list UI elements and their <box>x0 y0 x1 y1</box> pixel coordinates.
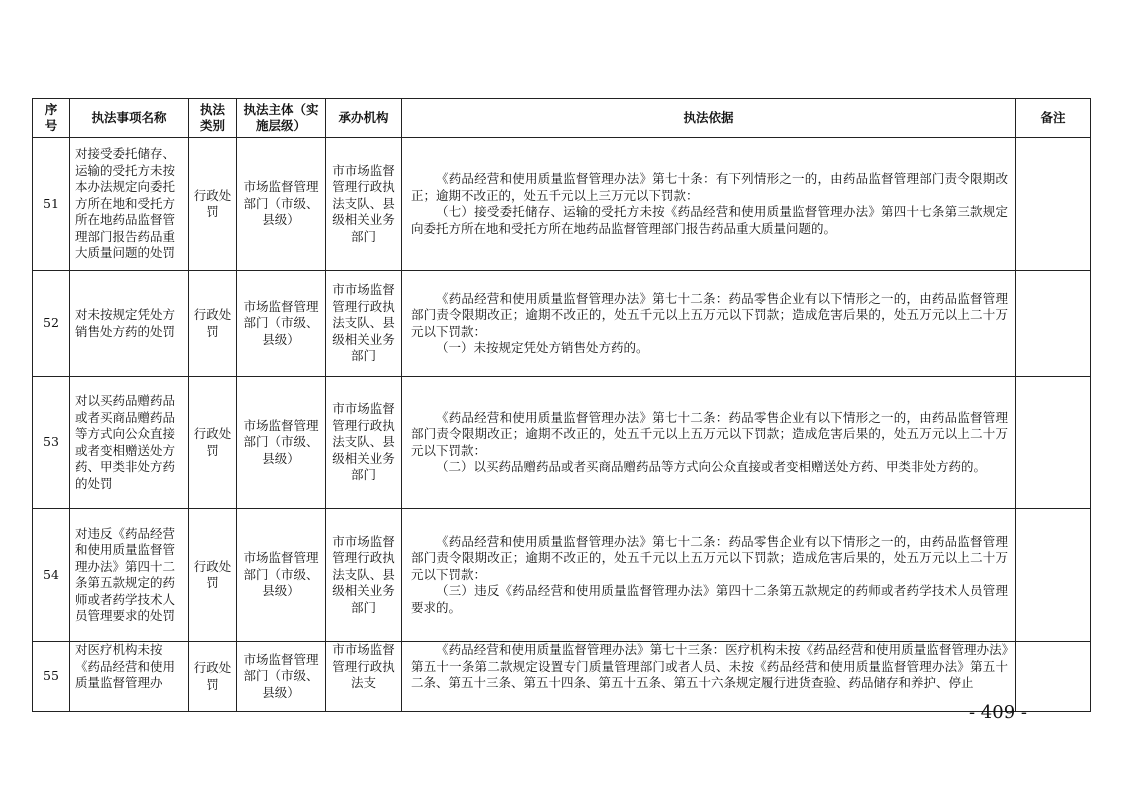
row-category: 行政处罚 <box>189 509 237 642</box>
row-org: 市市场监督管理行政执法支队、县级相关业务部门 <box>326 509 402 642</box>
header-subject: 执法主体（实施层级） <box>237 99 326 138</box>
header-row <box>33 99 1091 138</box>
header-org: 承办机构 <box>326 99 402 138</box>
basis-paragraph: （七）接受委托储存、运输的受托方未按《药品经营和使用质量监督管理办法》第四十七条第三款规定向委托方所在地和受托方所在地药品监督管理部门报告药品重大质量问题的。 <box>411 204 1008 236</box>
enforcement-table <box>32 98 1091 712</box>
basis-paragraph: 《药品经营和使用质量监督管理办法》第七十二条：药品零售企业有以下情形之一的，由药品监督管理部门责令限期改正；逾期不改正的，处五千元以上五万元以下罚款；造成危害后果的，处五万元以上二十万元以下罚款： <box>411 409 1008 458</box>
row-category: 行政处罚 <box>189 642 237 712</box>
row-no: 55 <box>33 642 70 712</box>
enforcement-table-wrapper <box>32 98 1090 700</box>
table-row <box>33 271 1091 377</box>
row-no: 53 <box>33 377 70 509</box>
basis-paragraph: 《药品经营和使用质量监督管理办法》第七十三条：医疗机构未按《药品经营和使用质量监督管理办法》第五十一条第二款规定设置专门质量管理部门或者人员、未按《药品经营和使用质量监督管理办法》第五十二条、第五十三条、第五十四条、第五十五条、第五十六条规定履行进货查验、药品储存和养护、停止 <box>411 642 1008 690</box>
row-item-name: 对违反《药品经营和使用质量监督管理办法》第四十二条第五款规定的药师或者药学技术人员管理要求的处罚 <box>70 509 189 642</box>
table-row <box>33 642 1091 712</box>
page-number: - 409 - <box>969 702 1027 723</box>
row-subject: 市场监督管理部门（市级、县级） <box>237 138 326 271</box>
row-category: 行政处罚 <box>189 271 237 377</box>
row-org: 市市场监督管理行政执法支 <box>326 642 402 712</box>
header-no: 序号 <box>33 99 70 138</box>
row-category: 行政处罚 <box>189 377 237 509</box>
row-basis <box>402 271 1016 377</box>
header-basis: 执法依据 <box>402 99 1016 138</box>
row-no: 54 <box>33 509 70 642</box>
row-basis <box>402 377 1016 509</box>
header-category: 执法类别 <box>189 99 237 138</box>
row-basis <box>402 509 1016 642</box>
header-name: 执法事项名称 <box>70 99 189 138</box>
basis-paragraph: （三）违反《药品经营和使用质量监督管理办法》第四十二条第五款规定的药师或者药学技术人员管理要求的。 <box>411 583 1008 615</box>
basis-paragraph: 《药品经营和使用质量监督管理办法》第七十条：有下列情形之一的，由药品监督管理部门责令限期改正；逾期不改正的，处五千元以上三万元以下罚款： <box>411 171 1008 203</box>
header-note: 备注 <box>1016 99 1091 138</box>
row-no: 51 <box>33 138 70 271</box>
row-item-name: 对以买药品赠药品或者买商品赠药品等方式向公众直接或者变相赠送处方药、甲类非处方药的处罚 <box>70 377 189 509</box>
basis-paragraph: （一）未按规定凭处方销售处方药的。 <box>436 340 649 355</box>
table-row <box>33 138 1091 271</box>
row-subject: 市场监督管理部门（市级、县级） <box>237 377 326 509</box>
row-category: 行政处罚 <box>189 138 237 271</box>
row-basis <box>402 138 1016 271</box>
row-basis <box>402 642 1016 712</box>
row-subject: 市场监督管理部门（市级、县级） <box>237 642 326 712</box>
row-no: 52 <box>33 271 70 377</box>
row-item-name: 对医疗机构未按《药品经营和使用质量监督管理办 <box>70 642 189 712</box>
basis-paragraph: 《药品经营和使用质量监督管理办法》第七十二条：药品零售企业有以下情形之一的，由药品监督管理部门责令限期改正；逾期不改正的，处五千元以上五万元以下罚款；造成危害后果的，处五万元以上二十万元以下罚款： <box>411 533 1008 582</box>
row-item-name: 对未按规定凭处方销售处方药的处罚 <box>70 271 189 377</box>
row-note <box>1016 509 1091 642</box>
table-row <box>33 377 1091 509</box>
row-org: 市市场监督管理行政执法支队、县级相关业务部门 <box>326 377 402 509</box>
row-subject: 市场监督管理部门（市级、县级） <box>237 271 326 377</box>
row-item-name: 对接受委托储存、运输的受托方未按本办法规定向委托方所在地和受托方所在地药品监督管理部门报告药品重大质量问题的处罚 <box>70 138 189 271</box>
row-note <box>1016 642 1091 712</box>
row-note <box>1016 138 1091 271</box>
row-org: 市市场监督管理行政执法支队、县级相关业务部门 <box>326 271 402 377</box>
row-subject: 市场监督管理部门（市级、县级） <box>237 509 326 642</box>
row-note <box>1016 271 1091 377</box>
row-note <box>1016 377 1091 509</box>
basis-paragraph: 《药品经营和使用质量监督管理办法》第七十二条：药品零售企业有以下情形之一的，由药品监督管理部门责令限期改正；逾期不改正的，处五千元以上五万元以下罚款；造成危害后果的，处五万元以上二十万元以下罚款： <box>411 290 1008 339</box>
basis-paragraph: （二）以买药品赠药品或者买商品赠药品等方式向公众直接或者变相赠送处方药、甲类非处方药的。 <box>436 459 987 474</box>
row-org: 市市场监督管理行政执法支队、县级相关业务部门 <box>326 138 402 271</box>
table-row <box>33 509 1091 642</box>
